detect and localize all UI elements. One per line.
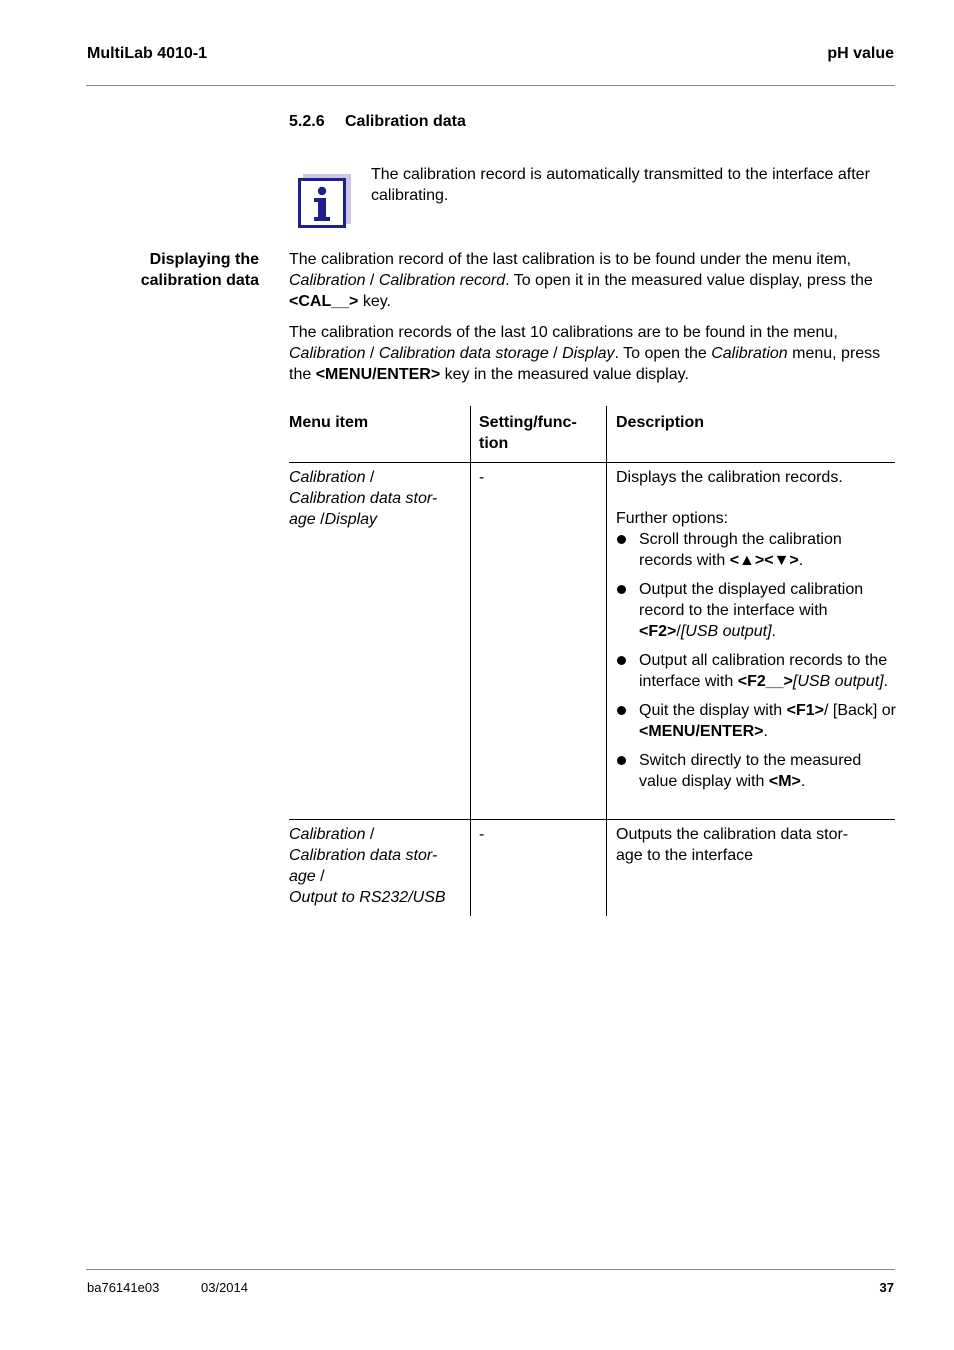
margin-heading-line2: calibration data xyxy=(140,272,259,289)
text: / xyxy=(365,345,379,362)
key-ref: <MENU/ENTER> xyxy=(639,723,764,740)
list-item xyxy=(616,700,896,742)
text: / xyxy=(548,345,563,362)
list-item xyxy=(616,579,896,642)
text: The calibration records of the last 10 calibrations are to be found in the menu, xyxy=(289,324,838,341)
key-ref: <MENU/ENTER> xyxy=(315,366,441,383)
menu-ref: Calibration xyxy=(289,345,366,362)
section-number: 5.2.6 xyxy=(289,113,325,130)
key-ref: <M> xyxy=(768,773,801,790)
margin-heading-line1: Displaying the xyxy=(149,251,259,268)
text: Further options: xyxy=(616,510,729,527)
menu-ref: Calibration xyxy=(289,272,366,289)
text: menu, press the xyxy=(289,345,881,383)
margin-heading xyxy=(59,249,259,291)
text: Output the displayed calibration record to the interface with xyxy=(639,581,864,619)
text: / xyxy=(315,868,325,885)
menu-table xyxy=(289,406,895,916)
text: . xyxy=(883,673,889,690)
table-row-display-menu xyxy=(289,467,464,530)
footer-date: 03/2014 xyxy=(201,1280,248,1295)
footer-doc-id: ba76141e03 xyxy=(87,1280,160,1295)
list-item xyxy=(616,529,896,571)
paragraph-calibration-record xyxy=(289,249,895,312)
text: Calibration data stor- age xyxy=(289,490,438,528)
table-row-output-menu xyxy=(289,824,464,908)
text: Calibration xyxy=(289,826,366,843)
header-rule xyxy=(86,85,895,86)
page-number: 37 xyxy=(879,1280,894,1295)
section-heading xyxy=(289,111,466,132)
text: Output all calibration records to the interface with xyxy=(639,652,888,690)
text: Calibration data stor- age xyxy=(289,847,438,885)
text: . xyxy=(771,623,776,640)
text: key in the measured value display. xyxy=(440,366,689,383)
menu-ref: Calibration data storage xyxy=(378,345,549,362)
text: Quit the display with xyxy=(639,702,787,719)
table-row-display-setting: - xyxy=(479,469,485,486)
table-divider xyxy=(606,406,607,916)
table-divider xyxy=(289,462,895,463)
header-chapter: pH value xyxy=(827,45,894,62)
text: / xyxy=(365,272,379,289)
text: The calibration record of the last calibration is to be found under the menu item, xyxy=(289,251,852,268)
text: / xyxy=(365,469,375,486)
list-item xyxy=(616,750,896,792)
table-row-output-setting: - xyxy=(479,826,485,843)
table-divider xyxy=(470,406,471,916)
info-note: The calibration record is automatically transmitted to the interface after calibrating. xyxy=(371,166,870,204)
menu-ref: Calibration xyxy=(711,345,788,362)
menu-ref: Display xyxy=(562,345,615,362)
column-header-setting: Setting/func- tion xyxy=(479,414,577,452)
menu-ref: Calibration record xyxy=(378,272,506,289)
text: / xyxy=(365,826,375,843)
text: Output to RS232/USB xyxy=(289,889,446,906)
info-icon xyxy=(298,174,351,229)
text: [USB output] xyxy=(680,623,772,640)
text: Switch directly to the measured value display with xyxy=(639,752,862,790)
table-divider xyxy=(289,819,895,820)
paragraph-calibration-storage xyxy=(289,322,895,385)
list-item xyxy=(616,650,896,692)
text: . To open the xyxy=(614,345,712,362)
key-ref: <F2> xyxy=(639,623,677,640)
key-ref: <F1> xyxy=(786,702,824,719)
table-row-output-description: Outputs the calibration data stor- age to the interface xyxy=(616,826,849,864)
text: / xyxy=(676,623,681,640)
section-title: Calibration data xyxy=(345,113,466,130)
text: Calibration xyxy=(289,469,366,486)
footer-rule xyxy=(86,1269,895,1270)
text: Displays the calibration records. xyxy=(616,469,843,486)
key-ref: <F2__> xyxy=(737,673,793,690)
table-row-display-description xyxy=(616,467,896,800)
options-list xyxy=(616,529,896,792)
text: key. xyxy=(358,293,391,310)
header-title: MultiLab 4010-1 xyxy=(87,45,208,62)
text: . To open it in the measured value display, press the xyxy=(505,272,873,289)
column-header-description: Description xyxy=(616,414,705,431)
text: / [Back] or xyxy=(823,702,897,719)
text: Scroll through the calibration records with xyxy=(639,531,842,569)
column-header-menu-item: Menu item xyxy=(289,414,369,431)
text: . xyxy=(800,773,806,790)
text: . xyxy=(798,552,804,569)
text: Display xyxy=(324,511,378,528)
text: . xyxy=(763,723,768,740)
key-ref: <CAL__> xyxy=(289,293,359,310)
text: [USB output] xyxy=(792,673,884,690)
key-ref: <▲><▼> xyxy=(729,552,799,569)
text: / xyxy=(315,511,325,528)
